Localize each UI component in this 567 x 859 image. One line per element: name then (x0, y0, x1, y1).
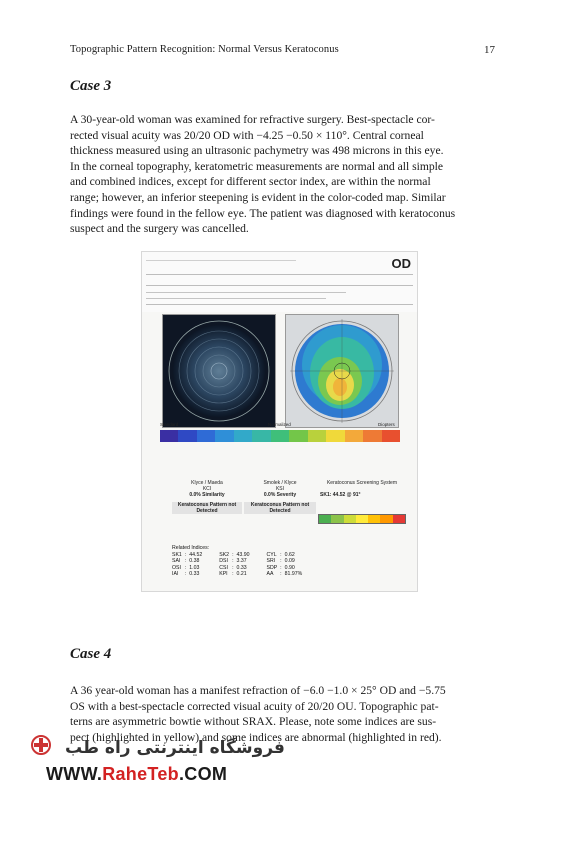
klyce-maeda-block (172, 480, 242, 514)
normalized-label: Normalized (268, 422, 291, 427)
figure-patient-header (142, 252, 417, 312)
related-indices-table (172, 545, 305, 578)
case-3-paragraph (70, 112, 500, 237)
indices-cell: 43.90 (236, 551, 250, 558)
indices-cell: : (184, 564, 187, 571)
klyce-index: KCI (202, 486, 212, 492)
indices-cell: : (280, 564, 282, 571)
case-4-heading: Case 4 (70, 646, 112, 662)
indices-cell: : (232, 551, 234, 558)
indices-cell: 0.62 (284, 551, 295, 558)
indices-cell: 0.33 (236, 564, 247, 571)
indices-cell: IAI (172, 571, 179, 578)
indices-cell: : (184, 571, 187, 578)
scale-color-swatch (178, 430, 196, 442)
running-header-title: Topographic Pattern Recognition: Normal Versus Keratoconus (70, 44, 339, 55)
indices-title: Related Indices: (172, 545, 210, 551)
smolek-klyce-block (244, 480, 316, 514)
page-number: 17 (484, 44, 495, 56)
indices-cell: : (184, 558, 187, 565)
scale-color-swatch (345, 430, 363, 442)
indices-cell: CYL (266, 551, 277, 558)
case-3-line: findings were found in the fellow eye. The patient was diagnosed with keratoconus (70, 206, 456, 220)
severity-swatch (331, 515, 343, 523)
indices-grid (172, 552, 305, 578)
scale-color-swatch (197, 430, 215, 442)
indices-cell: 44.52 (189, 551, 203, 558)
severity-swatch (319, 515, 331, 523)
scale-color-swatch (363, 430, 381, 442)
indices-cell: DSI (219, 558, 228, 565)
screening-value: SK1: 44.52 @ 91° (320, 492, 361, 498)
indices-cell: 0.38 (189, 558, 200, 565)
indices-cell: : (280, 551, 282, 558)
indices-cell: : (232, 558, 234, 565)
smolek-severity: 0.0% Severity (263, 492, 297, 498)
indices-row (172, 571, 305, 578)
case-3-line: suspect and the surgery was cancelled. (70, 222, 249, 236)
severity-swatch (344, 515, 356, 523)
color-coded-topography-map (285, 314, 399, 428)
smolek-title: Smolek / Klyce (263, 480, 297, 486)
klyce-result: Keratoconus Pattern not Detected (172, 502, 242, 514)
scale-color-swatch (308, 430, 326, 442)
diopter-color-scale (160, 430, 400, 442)
screening-title: Keratoconus Screening System (326, 480, 398, 486)
scale-color-swatch (215, 430, 233, 442)
indices-cell: 3.37 (236, 558, 247, 565)
case-3-line: A 30-year-old woman was examined for refractive surgery. Best-spectacle cor- (70, 113, 435, 126)
case-3-heading: Case 3 (70, 78, 112, 94)
scale-color-swatch (234, 430, 252, 442)
scale-color-swatch (252, 430, 270, 442)
case-4-line: OS with a best-spectacle corrected visual acuity of 20/20 OU. Topographic pat- (70, 699, 439, 713)
case-3-line: range; however, an inferior steepening is evident in the color-coded map. Similar (70, 190, 446, 204)
case-3-line: and combined indices, except for different sector index, are within the normal (70, 175, 431, 189)
indices-cell: : (232, 571, 234, 578)
indices-cell: 0.33 (189, 571, 200, 578)
indices-cell: SK1 (172, 551, 182, 558)
scale-color-swatch (289, 430, 307, 442)
smolek-result: Keratoconus Pattern not Detected (244, 502, 316, 514)
indices-cell: KPI (219, 571, 228, 578)
indices-cell: 0.90 (284, 564, 295, 571)
indices-cell: SDP (266, 564, 278, 571)
scale-color-swatch (326, 430, 344, 442)
raheteb-logo-icon (30, 734, 52, 756)
watermark-persian-text: فروشگاه اینترنتی راه طب (65, 738, 285, 758)
case-4-line: pect (highlighted in yellow) and some indices are abnormal (highlighted in red). (70, 730, 442, 744)
indices-cell: AA (266, 571, 274, 578)
indices-cell: OSI (172, 564, 181, 571)
indices-cell: SRI (266, 558, 276, 565)
indices-cell: 1.03 (189, 564, 200, 571)
indices-cell: 81.97% (284, 571, 303, 578)
indices-row (172, 565, 305, 572)
scale-color-swatch (271, 430, 289, 442)
screening-system-block (320, 480, 404, 498)
indices-cell: CSI (219, 564, 228, 571)
indices-cell: : (280, 571, 282, 578)
case-4-line: terns are asymmetric bowtie without SRAX. Please, note some indices are sus- (70, 715, 437, 729)
url-suffix: .COM (178, 764, 228, 784)
indices-cell: SAI (172, 558, 181, 565)
url-prefix: WWW. (46, 764, 103, 784)
indices-cell: 0.09 (284, 558, 295, 565)
severity-swatch (368, 515, 380, 523)
scale-color-swatch (160, 430, 178, 442)
case-3-line: rected visual acuity was 20/20 OD with −4.25 −0.50 × 110°. Central corneal (70, 128, 424, 142)
case-3-line: In the corneal topography, keratometric measurements are normal and all simple (70, 159, 444, 173)
diopters-label: Diopters (378, 422, 395, 427)
indices-row (172, 552, 305, 559)
placido-ring-image (162, 314, 276, 428)
keratoconus-severity-bar (318, 514, 406, 524)
indices-cell: : (184, 551, 187, 558)
watermark-url[interactable] (46, 764, 227, 785)
indices-row (172, 558, 305, 565)
indices-cell: SK2 (219, 551, 230, 558)
severity-swatch (356, 515, 368, 523)
standard-label: Standard (160, 422, 179, 427)
smolek-index: KSI (275, 486, 285, 492)
indices-cell: : (232, 564, 234, 571)
indices-cell: 0.21 (236, 571, 247, 578)
url-brand: RaheTeb (102, 764, 179, 784)
case-4-line: A 36 year-old woman has a manifest refraction of −6.0 −1.0 × 25° OD and −5.75 (70, 684, 446, 697)
severity-swatch (393, 515, 405, 523)
klyce-title: Klyce / Maeda (191, 480, 223, 486)
eye-label: OD (391, 256, 411, 271)
severity-swatch (380, 515, 392, 523)
indices-cell: : (280, 558, 282, 565)
topography-figure (141, 251, 418, 592)
case-4-paragraph (70, 683, 500, 745)
klyce-similarity: 0.0% Similarity (189, 492, 225, 498)
scale-color-swatch (382, 430, 400, 442)
case-3-line: thickness measured using an ultrasonic pachymetry was 498 microns in this eye. (70, 144, 444, 158)
